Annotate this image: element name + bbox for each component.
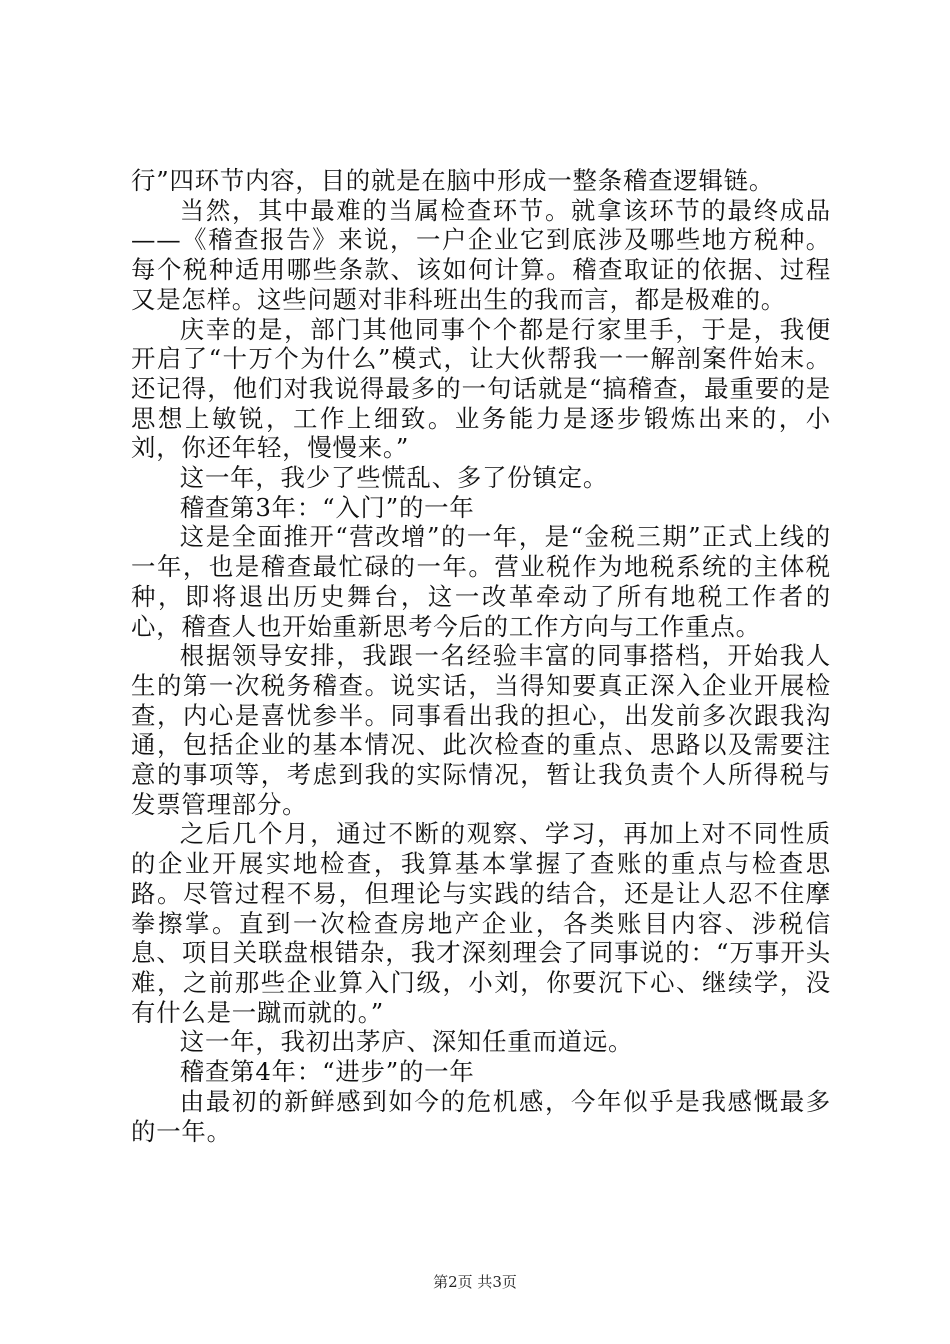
paragraph: 根据领导安排，我跟一名经验丰富的同事搭档，开始我人生的第一次税务稽查。说实话，当得知要真正深入企业开展检查，内心是喜忧参半。同事看出我的担心，出发前多次跟我沟通，包括企业的基本情况、此次检查的重点、思路以及需要注意的事项等，考虑到我的实际情况，暂让我负责个人所得税与发票管理部分。 bbox=[131, 641, 831, 819]
document-body bbox=[131, 166, 831, 1146]
paragraph: 这是全面推开“营改增”的一年，是“金税三期”正式上线的一年，也是稽查最忙碌的一年。营业税作为地税系统的主体税种，即将退出历史舞台，这一改革牵动了所有地税工作者的心，稽查人也开始重新思考今后的工作方向与工作重点。 bbox=[131, 522, 831, 641]
paragraph: 庆幸的是，部门其他同事个个都是行家里手，于是，我便开启了“十万个为什么”模式，让大伙帮我一一解剖案件始末。还记得，他们对我说得最多的一句话就是“搞稽查，最重要的是思想上敏锐，工作上细致。业务能力是逐步锻炼出来的，小刘，你还年轻，慢慢来。” bbox=[131, 314, 831, 463]
section-heading: 稽查第3年：“入门”的一年 bbox=[179, 492, 475, 522]
section-heading: 稽查第4年：“进步”的一年 bbox=[179, 1057, 475, 1087]
paragraph: 这一年，我初出茅庐、深知任重而道远。 bbox=[179, 1027, 634, 1057]
page-footer: 第2页 共3页 bbox=[433, 1273, 517, 1291]
paragraph-continued: 行”四环节内容，目的就是在脑中形成一整条稽查逻辑链。 bbox=[131, 166, 775, 195]
paragraph: 之后几个月，通过不断的观察、学习，再加上对不同性质的企业开展实地检查，我算基本掌握了查账的重点与检查思路。尽管过程不易，但理论与实践的结合，还是让人忍不住摩拳擦掌。直到一次检查房地产企业，各类账目内容、涉税信息、项目关联盘根错杂，我才深刻理会了同事说的：“万事开头难，之前那些企业算入门级，小刘，你要沉下心、继续学，没有什么是一蹴而就的。” bbox=[131, 819, 831, 1027]
paragraph: 由最初的新鲜感到如今的危机感，今年似乎是我感慨最多的一年。 bbox=[131, 1086, 831, 1146]
paragraph: 当然，其中最难的当属检查环节。就拿该环节的最终成品——《稽查报告》来说，一户企业它到底涉及哪些地方税种。每个税种适用哪些条款、该如何计算。稽查取证的依据、过程又是怎样。这些问题对非科班出生的我而言，都是极难的。 bbox=[131, 195, 831, 314]
paragraph: 这一年，我少了些慌乱、多了份镇定。 bbox=[179, 463, 609, 493]
